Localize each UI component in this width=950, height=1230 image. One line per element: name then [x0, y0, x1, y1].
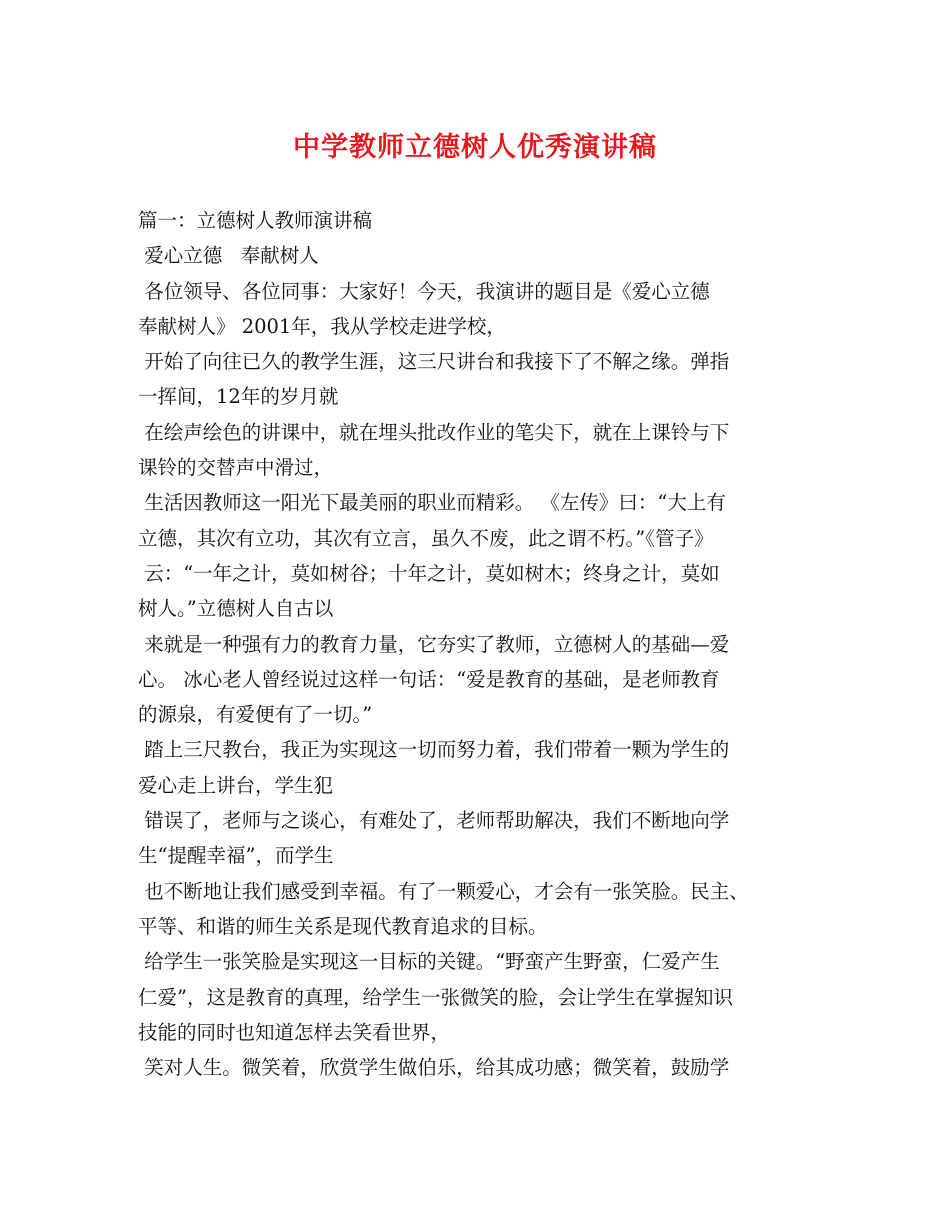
text-line: 开始了向往已久的教学生涯，这三尺讲台和我接下了不解之缘。弹指	[138, 350, 730, 374]
document-body	[138, 203, 838, 1085]
text-line: 技能的同时也知道怎样去笑看世界，	[138, 1020, 451, 1044]
text-line: 心。 冰心老人曾经说过这样一句话：“爱是教育的基础，是老师教育	[138, 667, 720, 691]
text-line: 在绘声绘色的讲课中，就在埋头批改作业的笔尖下，就在上课铃与下	[138, 420, 730, 444]
text-line: 笑对人生。微笑着，欣赏学生做伯乐，给其成功感；微笑着，鼓励学	[138, 1056, 730, 1080]
text-line: 的源泉，有爱便有了一切。”	[138, 703, 373, 727]
text-line: 树人。”立德树人自古以	[138, 597, 334, 621]
text-line: 给学生一张笑脸是实现这一目标的关键。“野蛮产生野蛮，仁爱产生	[138, 950, 720, 974]
text-line: 爱心立德 奉献树人	[138, 244, 319, 268]
text-line: 踏上三尺教台，我正为实现这一切而努力着，我们带着一颗为学生的	[138, 738, 730, 762]
text-line: 课铃的交替声中滑过，	[138, 456, 334, 480]
text-line: 立德，其次有立功，其次有立言，虽久不废，此之谓不朽。”《管子》	[138, 526, 714, 550]
text-line: 生活因教师这一阳光下最美丽的职业而精彩。 《左传》曰：“大上有	[138, 491, 726, 515]
text-line: 云：“一年之计，莫如树谷；十年之计，莫如树木；终身之计，莫如	[138, 561, 720, 585]
text-line: 平等、和谐的师生关系是现代教育追求的目标。	[138, 914, 548, 938]
text-line: 各位领导、各位同事：大家好！今天，我演讲的题目是《爱心立德	[138, 279, 710, 303]
text-line: 来就是一种强有力的教育力量，它夯实了教师，立德树人的基础—爱	[138, 632, 730, 656]
text-line: 篇一：立德树人教师演讲稿	[138, 209, 373, 232]
text-line: 错误了，老师与之谈心，有难处了，老师帮助解决，我们不断地向学	[138, 809, 730, 833]
text-line: 爱心走上讲台，学生犯	[138, 773, 334, 797]
text-line: 生“提醒幸福”，而学生	[138, 844, 334, 868]
text-line: 奉献树人》 2001年，我从学校走进学校，	[138, 314, 506, 338]
document-title: 中学教师立德树人优秀演讲稿	[293, 132, 657, 163]
text-line: 一挥间，12年的岁月就	[138, 385, 339, 409]
text-line: 仁爱”，这是教育的真理，给学生一张微笑的脸，会让学生在掌握知识	[138, 985, 733, 1009]
text-line: 也不断地让我们感受到幸福。有了一颗爱心，才会有一张笑脸。民主、	[138, 879, 749, 903]
